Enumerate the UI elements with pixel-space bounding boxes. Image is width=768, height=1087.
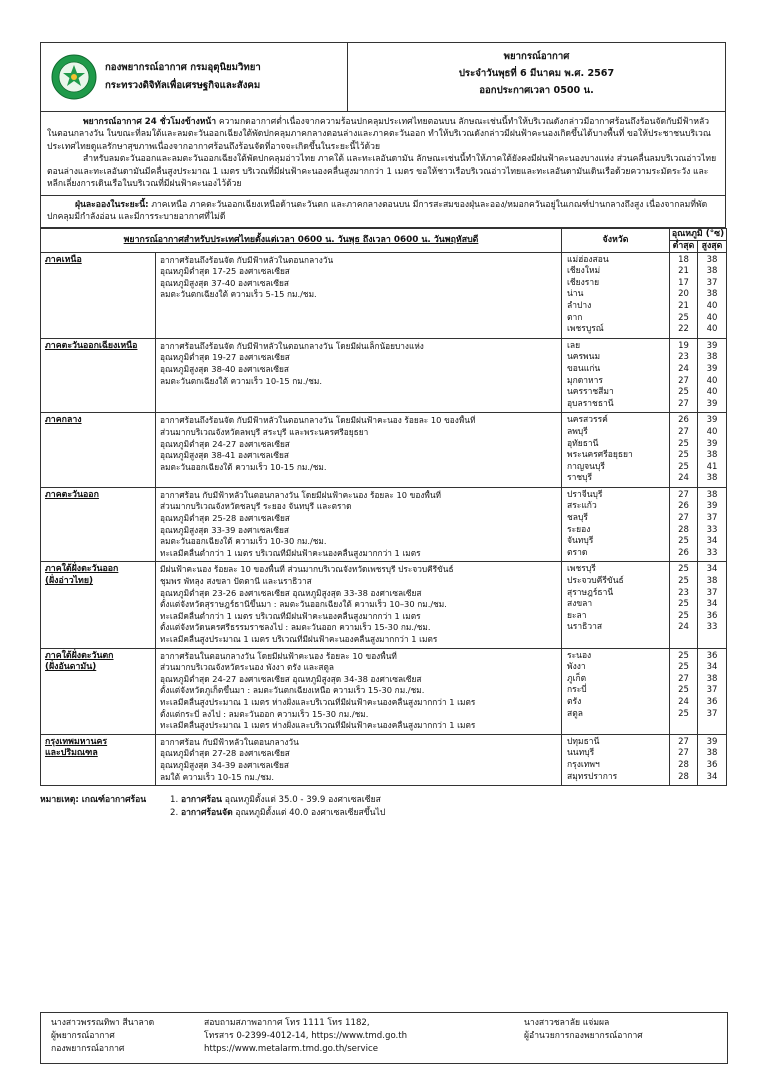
min-temp-value: 27 [678,673,689,684]
max-temp-value: 40 [706,300,718,311]
max-temp-value: 36 [706,696,718,707]
min-temp-value: 25 [678,564,689,575]
province-name: ชลบุรี [567,513,588,524]
min-temp-value: 25 [678,610,689,621]
province-name: เพชรบูรณ์ [567,324,604,335]
description-line: อากาศร้อนถึงร้อนจัด กับมีฟ้าหลัวในตอนกลางวัน [160,254,334,265]
max-temp-value: 39 [706,501,718,512]
region-name [41,562,156,648]
max-temp-value: 34 [706,599,718,610]
province-name: ปราจีนบุรี [567,489,603,500]
max-temp-value: 39 [706,340,718,351]
province-name: สตูล [567,708,583,719]
max-temp-value: 40 [706,426,718,437]
province-name: พังงา [567,662,586,673]
description-line: อากาศร้อนถึงร้อนจัด กับมีฟ้าหลัวในตอนกลางวัน โดยมีฝนเล็กน้อยบางแห่ง [160,340,424,351]
max-temp-value: 38 [706,489,718,500]
province-name: จันทบุรี [567,536,594,547]
director-role: ผู้อำนวยการกองพยากรณ์อากาศ [524,1030,643,1041]
min-temp-value: 23 [678,352,689,363]
forecast-document [40,42,726,819]
min-temp-value: 26 [678,415,689,426]
min-temp-value: 25 [678,450,689,461]
min-temp-list [670,562,698,648]
summary-lead: พยากรณ์อากาศ 24 ชั่วโมงข้างหน้า [83,117,217,127]
max-temp-value: 38 [706,576,718,587]
province-name: กาญจนบุรี [567,461,605,472]
province-name: เชียงราย [567,277,600,288]
description-line: ตั้งแต่จังหวัดสุราษฎร์ธานีขึ้นมา : ลมตะวันออกเฉียงใต้ ความเร็ว 10–30 กม./ชม. [160,599,447,610]
min-temp-list [670,648,698,734]
max-temp-list [698,413,727,488]
region-description [156,487,562,562]
province-name: เลย [567,340,581,351]
region-description [156,648,562,734]
max-temp-value: 33 [706,622,718,633]
description-line: ส่วนมากบริเวณจังหวัดลพบุรี สระบุรี และพระนครศรีอยุธยา [160,426,369,437]
description-line: อุณหภูมิสูงสุด 33-39 องศาเซลเซียส [160,524,289,535]
province-list [562,734,670,785]
org-block [41,43,348,111]
region-name-line: ภาคกลาง [45,415,82,426]
region-name-line: กรุงเทพมหานคร [45,736,108,747]
description-line: ส่วนมากบริเวณจังหวัดชลบุรี ระยอง จันทบุรี และตราด [160,501,352,512]
region-row [41,252,727,338]
min-temp-value: 25 [678,650,689,661]
note-2-number: 2. [170,807,179,818]
region-description [156,734,562,785]
min-temp-value: 27 [678,375,689,386]
max-temp-value: 33 [706,524,718,535]
contact-service-url: https://www.metalarm.tmd.go.th/service [204,1043,378,1054]
province-name: ภูเก็ต [567,673,587,684]
description-line: อากาศร้อน กับมีฟ้าหลัวในตอนกลางวัน [160,736,299,747]
max-temp-value: 34 [706,771,718,782]
description-line: อุณหภูมิต่ำสุด 27-28 องศาเซลเซียส [160,748,290,759]
region-name-line: ภาคใต้ฝั่งตะวันตก [45,650,114,661]
description-line: อุณหภูมิต่ำสุด 23-26 องศาเซลเซียส อุณหภูมิสูงสุด 33-38 องศาเซลเซียส [160,587,422,598]
province-column-header: จังหวัด [562,228,670,252]
max-temp-value: 38 [706,266,718,277]
forecast-table [40,228,727,787]
min-temp-list [670,413,698,488]
document-header [40,42,726,112]
org-ministry: กระทรวงดิจิทัลเพื่อเศรษฐกิจและสังคม [105,80,261,91]
max-temp-value: 37 [706,708,718,719]
description-line: อากาศร้อนในตอนกลางวัน โดยมีฝนฟ้าคะนอง ร้อยละ 10 ของพื้นที่ [160,650,397,661]
description-line: ตั้งแต่กระบี่ ลงไป : ลมตะวันออก ความเร็ว 15-30 กม./ชม. [160,708,369,719]
province-name: ลำปาง [567,300,592,311]
max-temp-value: 37 [706,587,718,598]
province-name: เชียงใหม่ [567,266,601,277]
description-line: ส่วนมากบริเวณจังหวัดระนอง พังงา ตรัง และสตูล [160,662,334,673]
description-line: ทะเลมีคลื่นสูงประมาณ 1 เมตร ห่างฝั่งและบริเวณที่มีฝนฟ้าคะนองคลื่นสูงมากกว่า 1 เมตร [160,720,476,731]
province-name: ยะลา [567,610,587,621]
region-name-line: (ฝั่งอ่าวไทย) [45,575,94,586]
max-temp-value: 40 [706,375,718,386]
contact-fax-web: โทรสาร 0-2399-4012-14, https://www.tmd.go.th [204,1030,408,1041]
description-line: ลมตะวันออกเฉียงใต้ ความเร็ว 10-30 กม./ชม. [160,536,327,547]
description-line: ลมตะวันตกเฉียงใต้ ความเร็ว 10-15 กม./ชม. [160,375,322,386]
province-name: กระบี่ [567,685,587,696]
min-temp-list [670,734,698,785]
province-name: อุบลราชธานี [567,398,614,409]
max-temp-list [698,252,727,338]
summary-paragraph-2: สำหรับลมตะวันออกและลมตะวันออกเฉียงใต้พัดปกคลุมอ่าวไทย ภาคใต้ และทะเลอันดามัน ลักษณะเช่นนี้ทำให้ภาคใต้ยังคงมีฝนฟ้าคะนองบางแห่ง ส่วนคลื่นลมบริเวณอ่าวไทยตอนล่างและทะเลอันดามันมีคลื่นสูงประมาณ 1 เมตร บริเวณที่มีฝนฟ้าคะนองคลื่นสูงมากกว่า 1 เมตร ขอให้ชาวเรือบริเวณอ่าวไทยและทะเลอันดามันเดินเรือด้วยความระมัดระวัง และหลีกเลี่ยงการเดินเรือในบริเวณที่มีฝนฟ้าคะนองไว้ด้วย [47,154,717,190]
max-temp-value: 38 [706,352,718,363]
min-temp-value: 28 [678,524,689,535]
province-name: นนทบุรี [567,748,595,759]
description-line: อุณหภูมิต่ำสุด 24-27 องศาเซลเซียส [160,438,290,449]
min-temp-value: 27 [678,489,689,500]
min-temp-value: 25 [678,662,689,673]
region-name [41,487,156,562]
description-line: ลมตะวันตกเฉียงใต้ ความเร็ว 5-15 กม./ชม. [160,289,317,300]
min-temp-header: ต่ำสุด [670,240,698,252]
province-name: สุราษฎร์ธานี [567,587,614,598]
region-name [41,734,156,785]
province-name: นครพนม [567,352,601,363]
max-temp-value: 40 [706,387,718,398]
province-name: ระนอง [567,650,592,661]
min-temp-value: 23 [678,587,689,598]
province-name: สงขลา [567,599,593,610]
max-temp-value: 40 [706,324,718,335]
summary-paragraph-1: ความกดอากาศต่ำเนื่องจากความร้อนปกคลุมประเทศไทยตอนบน ลักษณะเช่นนี้ทำให้บริเวณดังกล่าวมีอากาศร้อนถึงร้อนจัดกับมีฟ้าหลัวในตอนกลางวัน ในขณะที่ลมใต้และลมตะวันออกเฉียงใต้พัดปกคลุมภาคกลางตอนล่างและภาคตะวันออก ทำให้บริเวณดังกล่าวมีฝนฟ้าคะนองเกิดขึ้นได้บางพื้นที่ ขอให้ประชาชนบริเวณประเทศไทยดูแลรักษาสุขภาพเนื่องจากอากาศร้อนถึงร้อนจัดที่อาจจะเกิดขึ้นในระยะนี้ไว้ด้วย [47,117,711,152]
document-title: พยากรณ์อากาศ [503,51,570,62]
min-temp-list [670,338,698,413]
max-temp-value: 37 [706,277,718,288]
temperature-header: อุณหภูมิ (°ซ) [670,228,727,240]
director-name: นางสาวชลาลัย แจ่มผล [524,1018,610,1028]
max-temp-value: 41 [706,461,718,472]
min-temp-value: 25 [678,536,689,547]
director-block [504,1013,727,1063]
max-temp-value: 39 [706,398,718,409]
max-temp-header: สูงสุด [698,240,727,252]
note-1-text: อุณหภูมิตั้งแต่ 35.0 - 39.9 องศาเซลเซียส [224,795,381,806]
region-description [156,413,562,488]
description-line: อุณหภูมิต่ำสุด 19-27 องศาเซลเซียส [160,352,290,363]
min-temp-list [670,487,698,562]
max-temp-list [698,562,727,648]
max-temp-value: 39 [706,415,718,426]
author-role: ผู้พยากรณ์อากาศ [51,1030,115,1041]
province-name: นราธิวาส [567,622,603,633]
min-temp-value: 27 [678,513,689,524]
issue-time: ออกประกาศเวลา 0500 น. [479,84,594,96]
note-2-text: อุณหภูมิตั้งแต่ 40.0 องศาเซลเซียสขึ้นไป [235,807,386,818]
max-temp-value: 36 [706,759,718,770]
min-temp-value: 24 [678,473,689,484]
max-temp-value: 37 [706,685,718,696]
description-line: ตั้งแต่จังหวัดนครศรีธรรมราชลงไป : ลมตะวันออก ความเร็ว 15-30 กม./ชม. [160,622,431,633]
notes [40,794,726,819]
dust-text: ภาคเหนือ ภาคตะวันออกเฉียงเหนือด้านตะวันตก และภาคกลางตอนบน มีการสะสมของฝุ่นละออง/หมอกควันอยู่ในเกณฑ์ปานกลางถึงสูง เนื่องจากลมที่พัดปกคลุมมีกำลังอ่อน และมีการระบายอากาศที่ไม่ดี [47,199,708,223]
province-name: อุทัยธานี [567,438,599,449]
max-temp-list [698,648,727,734]
min-temp-value: 25 [678,461,689,472]
province-name: กรุงเทพฯ [567,759,600,770]
min-temp-value: 27 [678,426,689,437]
min-temp-value: 24 [678,696,689,707]
region-name [41,648,156,734]
region-row [41,413,727,488]
min-temp-value: 22 [678,324,689,335]
min-temp-value: 24 [678,622,689,633]
description-line: ทะเลมีคลื่นสูงประมาณ 1 เมตร บริเวณที่มีฝนฟ้าคะนองคลื่นสูงมากกว่า 1 เมตร [160,634,438,644]
author-name: นางสาวพรรณทิพา สีนาลาด [51,1018,155,1028]
province-name: น่าน [567,289,584,300]
max-temp-value: 39 [706,736,718,747]
province-name: สมุทรปราการ [567,771,618,782]
region-name-line: ภาคตะวันออก [45,489,99,500]
province-name: แม่ฮ่องสอน [567,254,609,265]
region-row [41,338,727,413]
min-temp-value: 26 [678,547,689,558]
forecast-summary [40,112,726,196]
description-line: อากาศร้อน กับมีฟ้าหลัวในตอนกลางวัน โดยมีฝนฟ้าคะนอง ร้อยละ 10 ของพื้นที่ [160,489,441,500]
province-name: ตรัง [567,696,582,707]
min-temp-value: 27 [678,398,689,409]
province-name: นครสวรรค์ [567,415,608,426]
max-temp-list [698,338,727,413]
min-temp-value: 25 [678,685,689,696]
note-1-number: 1. [170,795,179,806]
region-name-line: ภาคตะวันออกเฉียงเหนือ [45,340,138,351]
region-name-line: ภาคเหนือ [45,254,82,265]
province-name: ลพบุรี [567,426,588,437]
author-block [41,1013,194,1063]
region-name-line: (ฝั่งอันดามัน) [45,662,97,673]
min-temp-value: 25 [678,599,689,610]
description-line: อุณหภูมิสูงสุด 38-40 องศาเซลเซียส [160,363,289,374]
tmd-logo-icon [51,54,97,100]
max-temp-value: 40 [706,312,718,323]
min-temp-value: 21 [678,300,689,311]
min-temp-value: 28 [678,771,689,782]
description-line: ชุมพร พัทลุง สงขลา ปัตตานี และนราธิวาส [160,576,312,587]
min-temp-value: 25 [678,576,689,587]
province-name: ระยอง [567,524,591,535]
description-line: ทะเลมีคลื่นสูงประมาณ 1 เมตร ห่างฝั่งและบริเวณที่มีฝนฟ้าคะนองคลื่นสูงมากกว่า 1 เมตร [160,696,476,707]
description-line: อุณหภูมิต่ำสุด 17-25 องศาเซลเซียส [160,266,290,277]
region-description [156,338,562,413]
min-temp-value: 25 [678,312,689,323]
min-temp-value: 27 [678,736,689,747]
description-line: อุณหภูมิสูงสุด 37-40 องศาเซลเซียส [160,277,289,288]
title-block [348,43,725,111]
max-temp-value: 34 [706,536,718,547]
region-name [41,338,156,413]
description-line: ลมตะวันออกเฉียงใต้ ความเร็ว 10-15 กม./ชม. [160,461,327,472]
region-name-line: ภาคใต้ฝั่งตะวันออก [45,564,119,575]
max-temp-value: 39 [706,438,718,449]
max-temp-list [698,734,727,785]
min-temp-value: 19 [678,340,689,351]
min-temp-value: 20 [678,289,689,300]
description-line: อุณหภูมิต่ำสุด 24-27 องศาเซลเซียส อุณหภูมิสูงสุด 34-38 องศาเซลเซียส [160,673,422,684]
description-line: อุณหภูมิสูงสุด 38-41 องศาเซลเซียส [160,450,289,461]
note-2-term: อากาศร้อนจัด [180,807,233,818]
max-temp-value: 34 [706,564,718,575]
region-description [156,562,562,648]
region-row [41,487,727,562]
min-temp-value: 24 [678,363,689,374]
province-list [562,252,670,338]
author-division: กองพยากรณ์อากาศ [51,1043,125,1054]
dust-section [40,196,726,228]
max-temp-value: 33 [706,547,718,558]
min-temp-value: 26 [678,501,689,512]
min-temp-value: 25 [678,387,689,398]
max-temp-value: 38 [706,254,718,265]
min-temp-value: 27 [678,748,689,759]
max-temp-value: 36 [706,610,718,621]
region-name [41,252,156,338]
min-temp-value: 21 [678,266,689,277]
document-date: ประจำวันพุธที่ 6 มีนาคม พ.ศ. 2567 [458,67,615,79]
province-list [562,648,670,734]
province-name: ตาก [567,312,583,323]
province-name: มุกดาหาร [567,375,603,386]
max-temp-value: 36 [706,650,718,661]
description-line: ลมใต้ ความเร็ว 10-15 กม./ชม. [160,771,274,782]
province-name: เพชรบุรี [567,564,596,575]
min-temp-value: 25 [678,708,689,719]
province-name: ขอนแก่น [567,363,601,374]
max-temp-value: 38 [706,289,718,300]
min-temp-value: 18 [678,254,689,265]
min-temp-value: 28 [678,759,689,770]
province-list [562,562,670,648]
region-row [41,648,727,734]
province-name: ประจวบคีรีขันธ์ [567,576,624,587]
province-name: นครราชสีมา [567,387,614,398]
province-name: สระแก้ว [567,501,597,512]
region-row [41,734,727,785]
org-department: กองพยากรณ์อากาศ กรมอุตุนิยมวิทยา [105,61,261,73]
description-line: ทะเลมีคลื่นต่ำกว่า 1 เมตร บริเวณที่มีฝนฟ้าคะนองคลื่นสูงมากกว่า 1 เมตร [160,610,421,621]
province-name: พระนครศรีอยุธยา [567,450,633,461]
province-list [562,413,670,488]
region-name [41,413,156,488]
max-temp-value: 39 [706,363,718,374]
contact-phone: สอบถามสภาพอากาศ โทร 1111 โทร 1182, [204,1018,370,1028]
max-temp-value: 34 [706,662,718,673]
max-temp-value: 38 [706,673,718,684]
min-temp-list [670,252,698,338]
max-temp-list [698,487,727,562]
max-temp-value: 38 [706,748,718,759]
forecast-column-header: พยากรณ์อากาศสำหรับประเทศไทยตั้งแต่เวลา 0600 น. วันพุธ ถึงเวลา 0600 น. วันพฤหัสบดี [41,228,562,252]
description-line: อากาศร้อนถึงร้อนจัด กับมีฟ้าหลัวในตอนกลางวัน โดยมีฝนฟ้าคะนอง ร้อยละ 10 ของพื้นที่ [160,415,476,426]
max-temp-value: 38 [706,450,718,461]
region-row [41,562,727,648]
description-line: อุณหภูมิต่ำสุด 25-28 องศาเซลเซียส [160,513,290,524]
min-temp-value: 25 [678,438,689,449]
description-line: อุณหภูมิสูงสุด 34-39 องศาเซลเซียส [160,759,289,770]
contact-block [194,1013,504,1063]
max-temp-value: 38 [706,473,718,484]
province-name: ตราด [567,547,588,558]
max-temp-value: 37 [706,513,718,524]
province-name: ราชบุรี [567,473,593,484]
description-line: ตั้งแต่จังหวัดภูเก็ตขึ้นมา : ลมตะวันตกเฉียงเหนือ ความเร็ว 15-30 กม./ชม. [160,685,425,696]
province-list [562,338,670,413]
region-name-line: และปริมณฑล [45,748,98,759]
dust-lead: ฝุ่นละอองในระยะนี้: [75,199,149,210]
description-line: ทะเลมีคลื่นต่ำกว่า 1 เมตร บริเวณที่มีฝนฟ้าคะนองคลื่นสูงมากกว่า 1 เมตร [160,547,421,558]
min-temp-value: 17 [678,277,689,288]
notes-label: หมายเหตุ: เกณฑ์อากาศร้อน [40,795,147,806]
region-description [156,252,562,338]
province-name: ปทุมธานี [567,736,600,747]
document-footer [40,1012,728,1064]
province-list [562,487,670,562]
note-1-term: อากาศร้อน [180,795,223,806]
description-line: มีฝนฟ้าคะนอง ร้อยละ 10 ของพื้นที่ ส่วนมากบริเวณจังหวัดเพชรบุรี ประจวบคีรีขันธ์ [160,564,454,575]
